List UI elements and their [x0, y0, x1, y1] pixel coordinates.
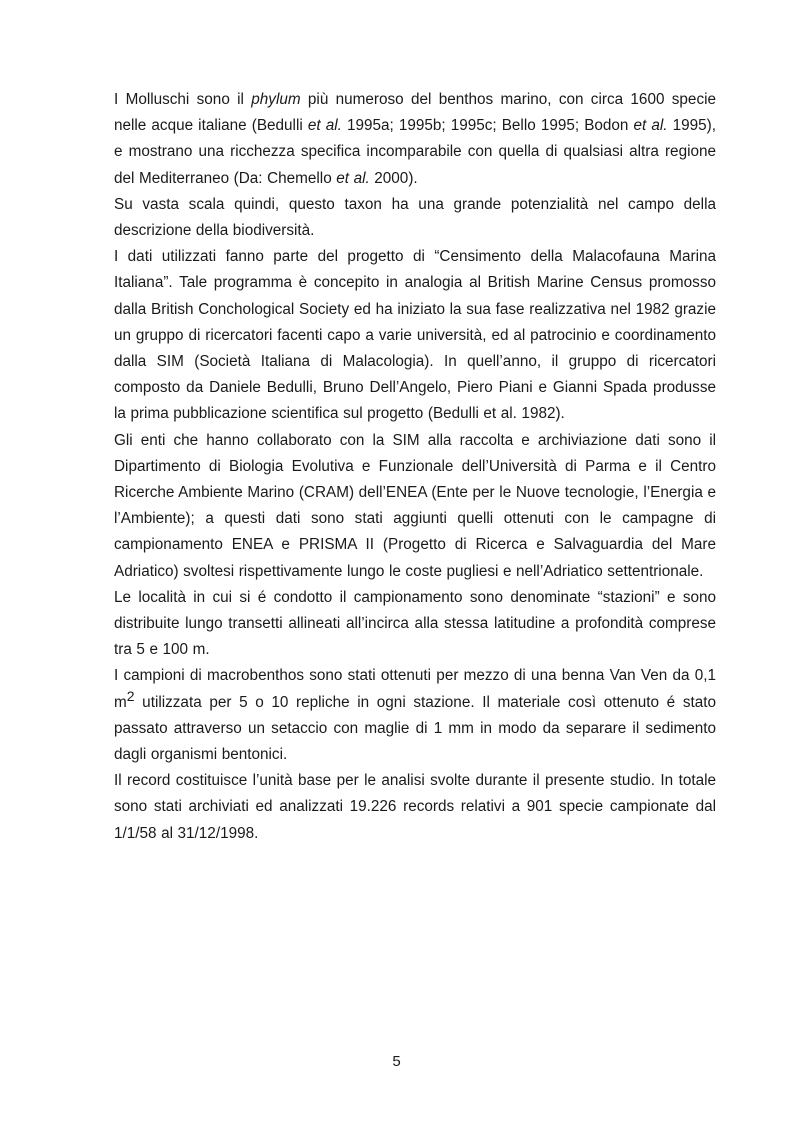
text-run: più numeroso del benthos marino, con circa 1600 specie nelle acque italiane (Bedulli: [114, 91, 716, 135]
italic-text: phylum: [251, 91, 301, 108]
text-run: Gli enti che hanno collaborato con la SIM alla raccolta e archiviazione dati sono il Dipartimento di Biologia Evolutiva e Funzionale dell’Università di Parma e il Centro Ricerche Ambiente Marino (CRAM) dell’ENEA (Ente per le Nuove tecnologie, l’Energia e l’Ambiente); a questi dati sono stati aggiunti quelli ottenuti con le campagne di campionamento ENEA e PRISMA II (Progetto di Ricerca e Salvaguardia del Mare Adriatico) svoltesi rispettivamente lungo le coste pugliesi e nell’Adriatico settentrionale.: [114, 431, 716, 580]
body-text: [114, 87, 716, 847]
italic-text: et al.: [336, 169, 370, 187]
text-run: Il record costituisce l’unità base per le analisi svolte durante il presente studio. In totale sono stati archiviati ed analizzati 19.226 records relativi a 901 specie campionate dal 1/1/58 al 31/12/1998.: [114, 772, 716, 842]
text-run: I campioni di macrobenthos sono stati ottenuti per mezzo di una benna Van Ven da 0,1 m: [114, 667, 716, 711]
text-run: I dati utilizzati fanno parte del progetto di “Censimento della Malacofauna Marina Italiana”. Tale programma è concepito in analogia al British Marine Census promosso dalla British Conchological Society ed ha iniziato la sua fase realizzativa nel 1982 grazie un gruppo di ricercatori facenti capo a varie università, ed al patrocinio e coordinamento dalla SIM (Società Italiana di Malacologia). In quell’anno, il gruppo di ricercatori composto da Daniele Bedulli, Bruno Dell’Angelo, Piero Piani e Gianni Spada produsse la prima pubblicazione scientifica sul progetto (Bedulli et al. 1982).: [114, 248, 716, 423]
text-run: 1995a; 1995b; 1995c; Bello 1995; Bodon: [341, 117, 634, 135]
paragraph: [114, 585, 716, 664]
superscript: 2: [126, 687, 135, 704]
paragraph: [114, 663, 716, 768]
text-run: 1995), e mostrano una ricchezza specifica incomparabile con quella di qualsiasi altra regione del Mediterraneo (Da: Chemello: [114, 117, 716, 187]
text-run: Le località in cui si é condotto il campionamento sono denominate “stazioni” e sono distribuite lungo transetti allineati all’incirca alla stessa latitudine a profondità comprese tra 5 e 100 m.: [114, 588, 716, 659]
text-run: I Molluschi sono il: [114, 91, 252, 108]
text-run: 2000).: [369, 169, 418, 187]
italic-text: et al.: [307, 117, 342, 135]
paragraph: [114, 768, 716, 847]
text-run: Su vasta scala quindi, questo taxon ha una grande potenzialità nel campo della descrizione della biodiversità.: [114, 195, 716, 240]
paragraph: [114, 428, 716, 585]
paragraph: [114, 192, 716, 244]
italic-text: et al.: [633, 117, 668, 135]
paragraph: [114, 87, 716, 192]
paragraph: [114, 244, 716, 427]
text-run: utilizzata per 5 o 10 repliche in ogni stazione. Il materiale così ottenuto é stato passato attraverso un setaccio con maglie di 1 mm in modo da separare il sedimento dagli organismi bentonici.: [114, 693, 716, 764]
page-number: 5: [392, 1053, 401, 1070]
